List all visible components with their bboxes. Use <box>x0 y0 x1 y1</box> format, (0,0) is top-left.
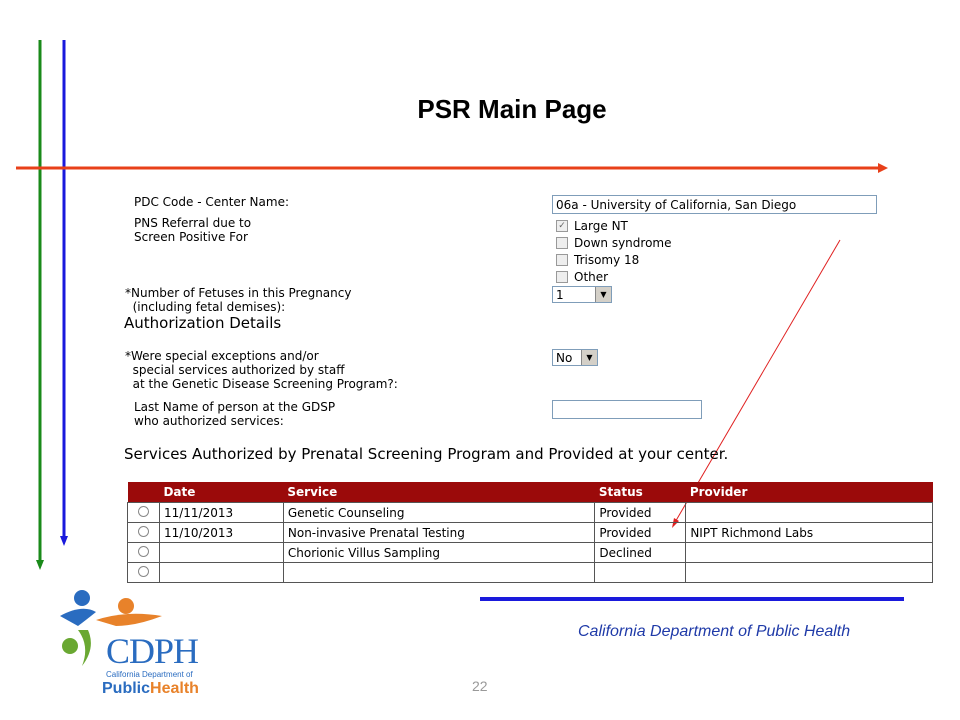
cell-provider <box>686 503 933 523</box>
exceptions-label: *Were special exceptions and/or special services authorized by staff at the Genetic Disease Screening Program?: <box>125 349 398 391</box>
checkbox-trisomy-18[interactable] <box>556 251 671 268</box>
footer-org-name: California Department of Public Health <box>578 623 851 640</box>
pdc-label: PDC Code - Center Name: <box>134 195 289 209</box>
checkbox-icon: ✓ <box>556 220 568 232</box>
chevron-down-icon[interactable]: ▼ <box>581 350 597 365</box>
gdsp-label: Last Name of person at the GDSP who authorized services: <box>134 400 336 428</box>
row-radio[interactable] <box>138 546 149 557</box>
cell-service: Non-invasive Prenatal Testing <box>283 523 595 543</box>
cell-status: Provided <box>595 503 686 523</box>
cell-date <box>159 543 283 563</box>
page-number: 22 <box>472 678 488 694</box>
cell-service <box>283 563 595 583</box>
option-label: Large NT <box>574 218 628 233</box>
option-label: Other <box>574 269 609 284</box>
exceptions-value: No <box>556 350 573 365</box>
option-label: Trisomy 18 <box>574 252 640 267</box>
row-radio[interactable] <box>138 506 149 517</box>
checkbox-icon <box>556 254 568 266</box>
logo-cdph-text: CDPH <box>106 631 199 671</box>
table-row <box>128 503 933 523</box>
cdph-logo <box>56 578 216 706</box>
logo-publichealth <box>102 680 199 698</box>
fetuses-select[interactable] <box>552 286 612 303</box>
authorization-heading: Authorization Details <box>124 314 282 332</box>
pns-referral-label: PNS Referral due to Screen Positive For <box>134 216 252 244</box>
cell-provider <box>686 543 933 563</box>
checkbox-large-nt[interactable] <box>556 217 671 234</box>
logo-health-text: Health <box>150 680 199 697</box>
chevron-down-icon[interactable]: ▼ <box>595 287 611 302</box>
fetuses-label: *Number of Fetuses in this Pregnancy (including fetal demises): <box>125 286 352 314</box>
checkbox-other[interactable] <box>556 268 671 285</box>
table-row <box>128 543 933 563</box>
pdc-center-field[interactable]: 06a - University of California, San Diego <box>552 195 877 214</box>
table-header-row <box>128 482 933 503</box>
page-title: PSR Main Page <box>417 94 607 124</box>
row-radio[interactable] <box>138 526 149 537</box>
gdsp-lastname-input[interactable] <box>552 400 702 419</box>
cell-status: Provided <box>595 523 686 543</box>
cell-provider <box>686 563 933 583</box>
services-heading: Services Authorized by Prenatal Screening Program and Provided at your center. <box>124 445 729 463</box>
cell-status <box>595 563 686 583</box>
cell-service: Genetic Counseling <box>283 503 595 523</box>
checkbox-icon <box>556 237 568 249</box>
exceptions-select[interactable] <box>552 349 598 366</box>
column-header-select <box>128 482 160 503</box>
cell-provider: NIPT Richmond Labs <box>686 523 933 543</box>
cell-status: Declined <box>595 543 686 563</box>
table-row <box>128 563 933 583</box>
option-label: Down syndrome <box>574 235 672 250</box>
cell-service: Chorionic Villus Sampling <box>283 543 595 563</box>
logo-line1: California Department of <box>106 670 193 679</box>
checkbox-down-syndrome[interactable] <box>556 234 671 251</box>
cell-date: 11/11/2013 <box>159 503 283 523</box>
table-row <box>128 523 933 543</box>
cell-date: 11/10/2013 <box>159 523 283 543</box>
services-table <box>127 482 933 583</box>
column-header-date: Date <box>159 482 283 503</box>
column-header-service: Service <box>283 482 595 503</box>
column-header-status: Status <box>595 482 686 503</box>
logo-public-text: Public <box>102 680 151 697</box>
column-header-provider: Provider <box>686 482 933 503</box>
fetuses-value: 1 <box>556 287 564 302</box>
row-radio[interactable] <box>138 566 149 577</box>
screen-positive-options <box>556 217 671 285</box>
checkbox-icon <box>556 271 568 283</box>
